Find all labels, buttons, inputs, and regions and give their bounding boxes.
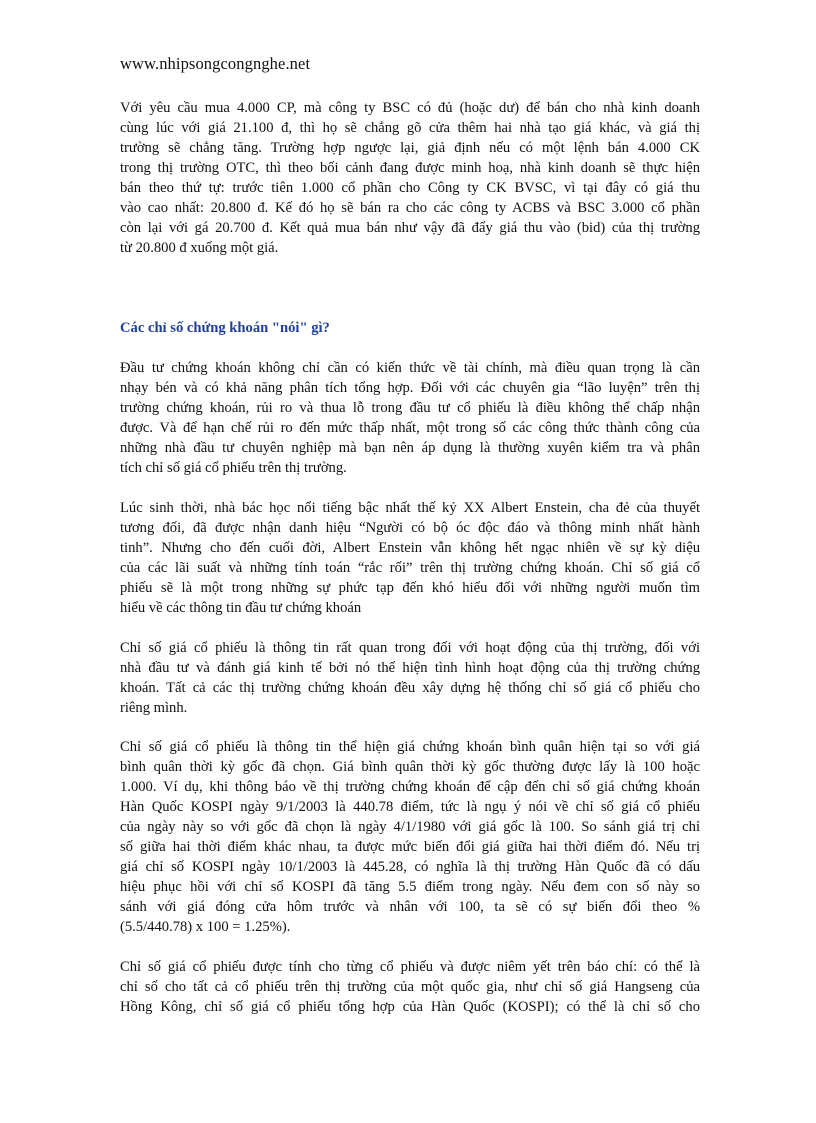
text-line: Với yêu cầu mua 4.000 CP, mà công ty BSC có đủ (hoặc dư) để bán cho nhà kinh doanh <box>120 100 700 116</box>
text-line: cùng lúc với giá 21.100 đ, thì họ sẽ chẳng gõ cửa thêm hai nhà tạo giá khác, và giá thị <box>120 120 700 136</box>
text-line: bình quân thời kỳ gốc đã chọn. Giá bình quân thời kỳ gốc thường được lấy là 100 hoặc <box>120 759 700 775</box>
section-paragraph-4 <box>120 737 700 937</box>
text-line: tinh”. Nhưng cho đến cuối đời, Albert Enstein vẫn không hết ngạc nhiên về sự kỳ diệu <box>120 540 700 556</box>
text-line: tích chỉ số giá cổ phiếu trên thị trường. <box>120 460 347 476</box>
text-line: Hàn Quốc KOSPI ngày 9/1/2003 là 440.78 điểm, tức là ngụ ý nói về chỉ số giá cổ phiếu <box>120 799 700 815</box>
text-line: trong thị trường OTC, thì theo bối cảnh đang được minh hoạ, nhà kinh doanh sẽ thực hiện <box>120 160 700 176</box>
section-paragraph-1 <box>120 358 700 478</box>
text-line: Chỉ số giá cổ phiếu được tính cho từng cổ phiếu và được niêm yết trên báo chí: có thể là <box>120 959 700 975</box>
text-line: Hồng Kông, chỉ số giá cổ phiếu tổng hợp của Hàn Quốc (KOSPI); có thể là chỉ số cho <box>120 999 700 1015</box>
text-line: từ 20.800 đ xuống một giá. <box>120 240 279 256</box>
section-paragraph-3 <box>120 638 700 718</box>
text-line: (5.5/440.78) x 100 = 1.25%). <box>120 919 291 935</box>
text-line: Chỉ số giá cổ phiếu là thông tin rất quan trong đối với hoạt động của thị trường, đối với <box>120 640 700 656</box>
text-line: phiếu sẽ là một trong những sự phức tạp đến khó hiểu đối với những người muốn tìm <box>120 580 700 596</box>
text-line: trường chứng khoán, rủi ro và thua lỗ trong đầu tư cổ phiếu là điều không thể chấp nhận <box>120 400 700 416</box>
text-line: trường sẽ chẳng tăng. Trường hợp ngược lại, giả định nếu có một lệnh bán 4.000 CK <box>120 140 700 156</box>
text-line: nhà đầu tư và đánh giá kinh tế bởi nó thể hiện tình hình hoạt động của thị trường chứng <box>120 660 700 676</box>
site-url-header: www.nhipsongcongnghe.net <box>120 54 311 73</box>
text-line: được. Và để hạn chế rủi ro đến mức thấp nhất, một trong số các công thức thành công của <box>120 420 700 436</box>
text-line: hiểu về các thông tin đầu tư chứng khoán <box>120 600 362 616</box>
text-line: 1.000. Ví dụ, khi thông báo về thị trường chứng khoán để cập đến chỉ số giá chứng khoán <box>120 779 700 795</box>
section-paragraph-5 <box>120 957 700 1017</box>
text-line: Đầu tư chứng khoán không chỉ cần có kiến thức về tài chính, mà điều quan trọng là cần <box>120 360 700 376</box>
text-line: riêng mình. <box>120 700 188 716</box>
text-line: nhạy bén và có khả năng phân tích tổng hợp. Đối với các chuyên gia “lão luyện” trên thị <box>120 380 700 396</box>
text-line: bán theo thứ tự: trước tiên 1.000 cổ phần cho Công ty CK BVSC, vì tại đây có giá thu <box>120 180 700 196</box>
text-line: chỉ số cho tất cả cổ phiếu trên thị trường của một quốc gia, như chỉ số giá Hangseng của <box>120 979 700 995</box>
text-line: vào cao nhất: 20.800 đ. Kế đó họ sẽ bán ra cho các công ty ACBS và BSC 3.000 cổ phần <box>120 200 700 216</box>
text-line: của các lãi suất và những tính toán “rắc rối” trên thị trường chứng khoán. Chỉ số giá cổ <box>120 560 700 576</box>
text-line: Chỉ số giá cổ phiếu là thông tin thể hiện giá chứng khoán bình quân hiện tại so với giá <box>120 739 700 755</box>
text-line: sánh với giá đóng cửa hôm trước và nhân với 100, ta sẽ có sự biến đổi theo % <box>120 899 700 915</box>
text-line: còn lại với gá 20.700 đ. Kết quả mua bán như vậy đã đẩy giá thu vào (bid) của thị trường <box>120 220 700 236</box>
text-line: khoán. Tất cả các thị trường chứng khoán đều xây dựng hệ thống chỉ số giá cổ phiếu cho <box>120 680 700 696</box>
intro-paragraph <box>120 98 700 258</box>
text-line: tương đối, đã được nhận danh hiệu “Người có bộ óc độc đáo và thông minh nhất hành <box>120 520 700 536</box>
text-line: giá chỉ số KOSPI ngày 10/1/2003 là 445.28, có nghĩa là thị trường Hàn Quốc đã có dấu <box>120 859 700 875</box>
text-line: Lúc sinh thời, nhà bác học nổi tiếng bậc nhất thế kỷ XX Albert Enstein, cha đẻ của thuyết <box>120 500 700 516</box>
text-line: những nhà đầu tư chuyên nghiệp mà bạn nên áp dụng là thường xuyên kiểm tra và phân <box>120 440 700 456</box>
section-paragraph-2 <box>120 498 700 618</box>
text-line: số giữa hai thời điểm khác nhau, ta được mức biến đổi giá giữa hai thời điểm đó. Nếu trị <box>120 839 700 855</box>
text-line: của ngày này so với gốc đã chọn là ngày 4/1/1980 với giá gốc là 100. So sánh giá trị chỉ <box>120 819 700 835</box>
text-line: hiệu phục hồi với chỉ số KOSPI đã tăng 5.5 điểm trong ngày. Nếu đem con số này so <box>120 879 700 895</box>
section-heading: Các chỉ số chứng khoán "nói" gì? <box>120 320 330 336</box>
